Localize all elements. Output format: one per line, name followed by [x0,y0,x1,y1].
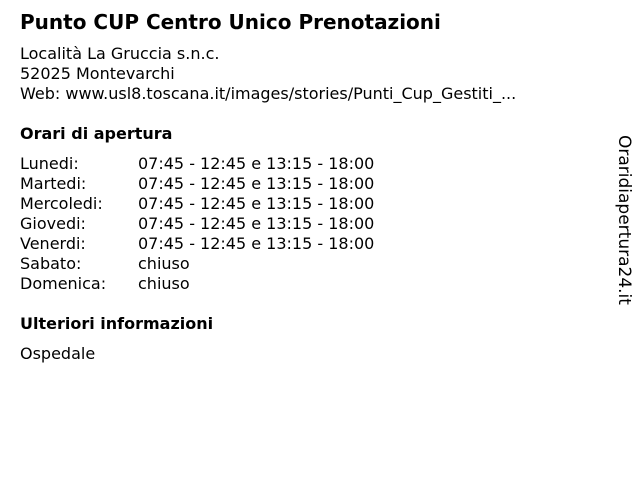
hours-day-label: Lunedi: [20,154,79,173]
opening-hours-heading: Orari di apertura [20,124,173,143]
more-info-text: Ospedale [20,344,96,363]
address-block [20,44,516,104]
page-title: Punto CUP Centro Unico Prenotazioni [20,10,441,34]
hours-time-value: 07:45 - 12:45 e 13:15 - 18:00 [138,194,375,213]
address-city: 52025 Montevarchi [20,64,175,83]
hours-day-label: Sabato: [20,254,82,273]
hours-day-label: Giovedi: [20,214,86,233]
hours-day-label: Mercoledi: [20,194,103,213]
hours-time-value: 07:45 - 12:45 e 13:15 - 18:00 [138,214,375,233]
hours-day-label: Martedi: [20,174,87,193]
hours-time-value: 07:45 - 12:45 e 13:15 - 18:00 [138,174,375,193]
hours-time-value: chiuso [138,254,190,273]
address-street: Località La Gruccia s.n.c. [20,44,220,63]
hours-day-label: Domenica: [20,274,107,293]
hours-day-label: Venerdi: [20,234,86,253]
address-web-link[interactable]: Web: www.usl8.toscana.it/images/stories/Punti_Cup_Gestiti_... [20,84,517,103]
more-info-heading: Ulteriori informazioni [20,314,214,333]
site-watermark: Oraridiapertura24.it [614,135,634,305]
hours-time-value: 07:45 - 12:45 e 13:15 - 18:00 [138,154,375,173]
hours-time-value: chiuso [138,274,190,293]
hours-time-value: 07:45 - 12:45 e 13:15 - 18:00 [138,234,375,253]
